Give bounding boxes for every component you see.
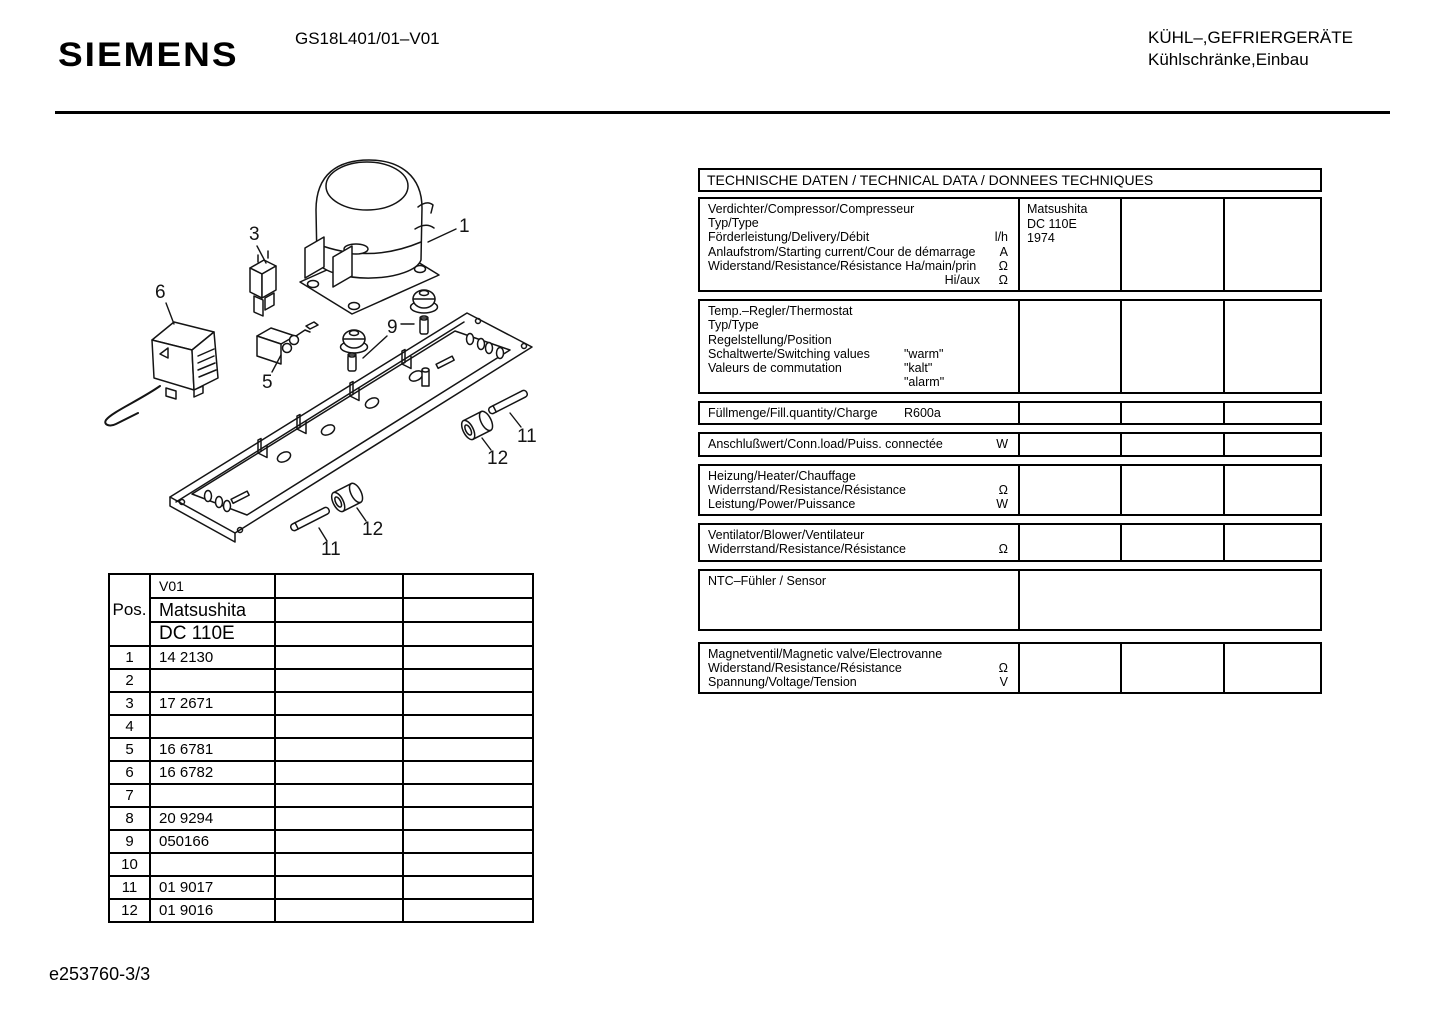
pos-cell: 2 — [109, 669, 150, 692]
pos-cell: 3 — [109, 692, 150, 715]
section-connection-load — [698, 432, 1322, 456]
table-row — [109, 715, 533, 738]
category-line-2: Kühlschränke,Einbau — [1148, 50, 1309, 69]
value-cell — [1223, 525, 1320, 559]
part-number-cell: 14 2130 — [150, 646, 275, 669]
unit-label: A — [999, 244, 1008, 259]
value-cell — [1223, 403, 1320, 423]
tech-label: Typ/Type — [708, 318, 759, 333]
variant-header: V01 — [150, 574, 275, 598]
callout-6: 6 — [155, 282, 166, 303]
pos-cell: 4 — [109, 715, 150, 738]
unit-label: W — [996, 497, 1008, 511]
value-cell — [1120, 525, 1223, 559]
empty-cell — [403, 622, 533, 646]
switch-value: "alarm" — [904, 375, 945, 390]
tech-label: Widerrstand/Resistance/Résistance — [708, 482, 906, 497]
tech-label: Förderleistung/Delivery/Débit — [708, 230, 870, 245]
tech-label: Valeurs de commutation — [708, 360, 842, 375]
callout-1: 1 — [459, 216, 470, 237]
unit-label: Ω — [998, 482, 1008, 497]
value-cell — [1223, 301, 1320, 392]
tech-label: Anschlußwert/Conn.load/Puiss. connectée — [708, 437, 943, 452]
value-cell — [1223, 199, 1320, 290]
tech-label: Spannung/Voltage/Tension — [708, 674, 857, 689]
unit-label: W — [996, 437, 1008, 452]
callout-11-right: 11 — [517, 426, 537, 447]
part-number-cell — [150, 853, 275, 876]
tech-label: Füllmenge/Fill.quantity/Charge — [708, 406, 878, 421]
callout-11-bottom: 11 — [321, 539, 341, 560]
table-row — [109, 669, 533, 692]
value-line: Matsushita — [1027, 202, 1088, 216]
table-row — [109, 784, 533, 807]
value-cell — [1018, 434, 1120, 454]
table-row — [109, 807, 533, 830]
tech-label: Anlaufstrom/Starting current/Cour de démarrage — [708, 244, 976, 259]
section-thermostat — [698, 299, 1322, 394]
part-number-cell — [150, 715, 275, 738]
model-number: GS18L401/01–V01 — [295, 29, 440, 48]
refrigerant-type: R600a — [904, 406, 941, 421]
part-number-cell: 16 6781 — [150, 738, 275, 761]
table-row — [109, 899, 533, 922]
value-cell — [1120, 644, 1223, 693]
empty-cell — [403, 598, 533, 622]
section-ntc-sensor — [698, 569, 1322, 631]
category-line-1: KÜHL–,GEFRIERGERÄTE — [1148, 28, 1353, 47]
part-number-cell: 01 9017 — [150, 876, 275, 899]
pos-cell: 9 — [109, 830, 150, 853]
value-line: 1974 — [1027, 231, 1055, 246]
model-header: DC 110E — [150, 622, 275, 646]
empty-cell — [275, 622, 403, 646]
value-cell — [1120, 403, 1223, 423]
header-divider — [55, 111, 1390, 114]
document-reference: e253760-3/3 — [49, 964, 151, 984]
unit-label: Ω — [998, 660, 1008, 675]
callout-5: 5 — [262, 372, 273, 393]
value-cell — [1223, 434, 1320, 454]
tech-label: NTC–Fühler / Sensor — [708, 573, 827, 588]
unit-label: Ω — [998, 258, 1008, 273]
pos-cell: 8 — [109, 807, 150, 830]
value-cell — [1018, 525, 1120, 559]
unit-label: V — [999, 674, 1008, 689]
callout-12-right: 12 — [487, 448, 509, 469]
section-compressor — [698, 197, 1322, 292]
table-row — [109, 646, 533, 669]
tech-label: Temp.–Regler/Thermostat — [708, 304, 853, 319]
starter-relay-drawing — [250, 251, 276, 316]
tech-label: Ventilator/Blower/Ventilateur — [708, 528, 865, 543]
part-number-cell: 16 6782 — [150, 761, 275, 784]
table-row — [109, 853, 533, 876]
table-row — [109, 692, 533, 715]
part-number-cell: 17 2671 — [150, 692, 275, 715]
empty-cell — [403, 574, 533, 598]
appliance-category — [1148, 27, 1353, 71]
pos-cell: 6 — [109, 761, 150, 784]
switch-value: "kalt" — [904, 360, 933, 375]
technical-data-title: TECHNISCHE DATEN / TECHNICAL DATA / DONNEES TECHNIQUES — [698, 168, 1322, 192]
value-cell — [1120, 466, 1223, 515]
pos-cell: 10 — [109, 853, 150, 876]
value-cell — [1120, 199, 1223, 290]
terminal-cover-drawing — [105, 322, 218, 425]
pos-cell: 7 — [109, 784, 150, 807]
value-cell — [1120, 301, 1223, 392]
section-magnetic-valve — [698, 642, 1322, 695]
tech-label: Widerrstand/Resistance/Résistance — [708, 542, 906, 557]
switch-value: "warm" — [904, 346, 944, 361]
part-number-cell — [150, 669, 275, 692]
tech-label: Hi/aux — [944, 272, 980, 287]
tech-label: Widerstand/Resistance/Résistance — [708, 660, 902, 675]
table-row — [109, 876, 533, 899]
tech-label: Magnetventil/Magnetic valve/Electrovanne — [708, 646, 943, 661]
value-cell — [1223, 466, 1320, 515]
value-cell — [1120, 434, 1223, 454]
value-cell — [1018, 466, 1120, 515]
tech-label: Regelstellung/Position — [708, 332, 832, 347]
pos-column-header: Pos. — [109, 574, 150, 646]
part-number-cell: 20 9294 — [150, 807, 275, 830]
section-blower — [698, 523, 1322, 561]
pos-cell: 11 — [109, 876, 150, 899]
tech-label: Schaltwerte/Switching values — [708, 346, 870, 361]
empty-cell — [275, 574, 403, 598]
overload-protector-drawing — [257, 322, 318, 364]
callout-3: 3 — [249, 224, 260, 245]
part-number-cell: 050166 — [150, 830, 275, 853]
value-cell — [1018, 301, 1120, 392]
value-line: DC 110E — [1027, 216, 1077, 231]
pos-cell: 1 — [109, 646, 150, 669]
value-cell — [1018, 403, 1120, 423]
table-row — [109, 761, 533, 784]
siemens-logo: SIEMENS — [58, 35, 239, 74]
value-cell — [1223, 644, 1320, 693]
value-cell — [1018, 571, 1320, 629]
pos-cell: 12 — [109, 899, 150, 922]
exploded-parts-diagram — [100, 150, 580, 570]
part-number-cell — [150, 784, 275, 807]
tech-label: Typ/Type — [708, 216, 759, 231]
unit-label: l/h — [994, 230, 1008, 245]
parts-position-table — [108, 573, 534, 923]
callout-12-bottom: 12 — [362, 519, 384, 540]
value-cell — [1018, 199, 1120, 290]
part-number-cell: 01 9016 — [150, 899, 275, 922]
tech-label: Leistung/Power/Puissance — [708, 497, 856, 511]
unit-label: Ω — [998, 272, 1008, 287]
section-heater — [698, 464, 1322, 517]
pos-cell: 5 — [109, 738, 150, 761]
maker-header: Matsushita — [150, 598, 275, 622]
tech-label: Heizung/Heater/Chauffage — [708, 468, 856, 483]
table-row — [109, 830, 533, 853]
value-cell — [1018, 644, 1120, 693]
empty-cell — [275, 598, 403, 622]
tech-label: Widerstand/Resistance/Résistance Ha/main/prin — [708, 258, 977, 273]
tech-label: Verdichter/Compressor/Compresseur — [708, 202, 915, 216]
unit-label: Ω — [998, 542, 1008, 557]
callout-9: 9 — [387, 317, 398, 338]
technical-data-table — [698, 168, 1322, 701]
section-fill-quantity — [698, 401, 1322, 425]
table-row — [109, 738, 533, 761]
